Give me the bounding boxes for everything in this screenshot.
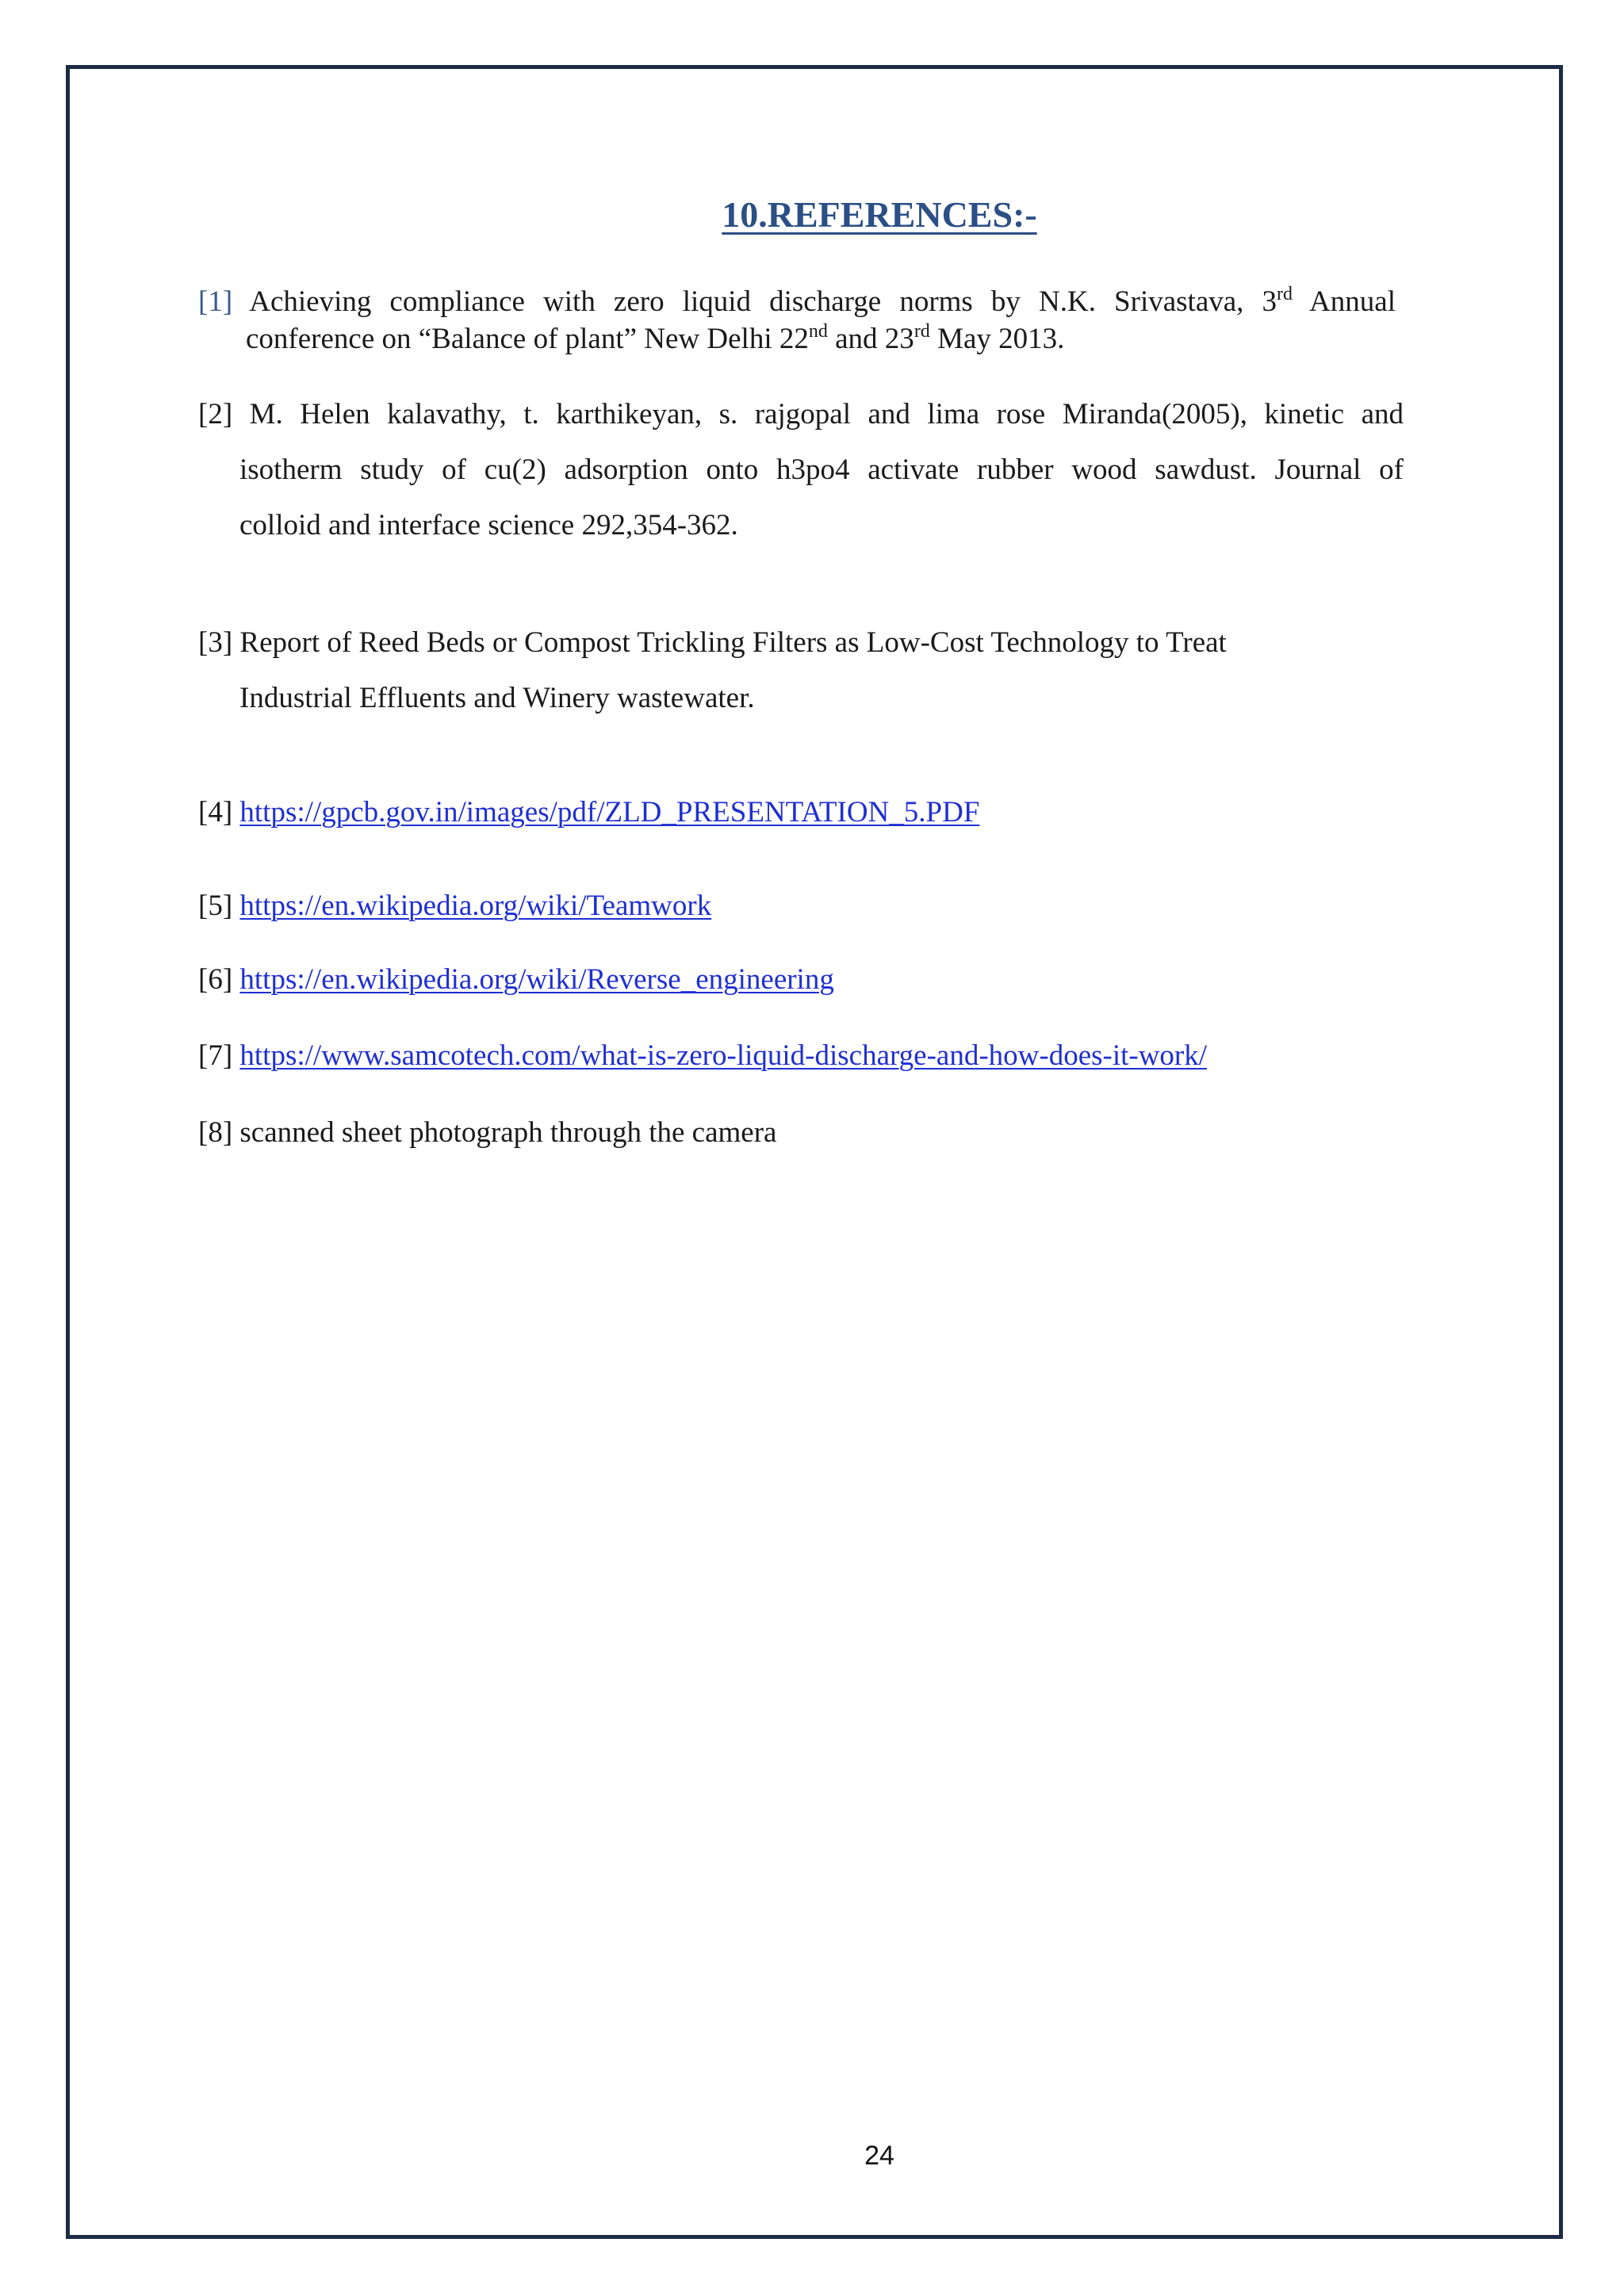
reference-number: [8] — [198, 1116, 233, 1149]
reference-1-line-1 — [198, 284, 1396, 318]
reference-text: M. Helen kalavathy, t. karthikeyan, s. rajgopal and lima rose Miranda(2005), kinetic and — [249, 398, 1404, 430]
reference-link[interactable]: https://en.wikipedia.org/wiki/Reverse_engineering — [239, 963, 834, 996]
reference-link[interactable]: https://gpcb.gov.in/images/pdf/ZLD_PRESENTATION_5.PDF — [239, 796, 980, 828]
reference-1 — [198, 284, 1396, 355]
reference-text: conference on “Balance of plant” New Delhi 22 — [246, 323, 809, 355]
reference-text: Achieving compliance with zero liquid discharge norms by N.K. Srivastava, 3 — [249, 285, 1277, 318]
reference-text: May 2013. — [929, 323, 1065, 355]
reference-2 — [198, 400, 1404, 540]
reference-5 — [198, 891, 711, 920]
reference-number: [2] — [198, 398, 233, 430]
reference-number: [7] — [198, 1039, 233, 1072]
superscript: nd — [808, 321, 828, 342]
reference-text: scanned sheet photograph through the camera — [239, 1116, 777, 1149]
reference-6 — [198, 965, 834, 994]
reference-2-line-2: isotherm study of cu(2) adsorption onto h3po4 activate rubber wood sawdust. Journal of — [239, 453, 1404, 486]
reference-4 — [198, 798, 979, 827]
section-title: 10.REFERENCES:- — [722, 194, 1037, 235]
reference-number: [1] — [198, 285, 233, 318]
reference-8 — [198, 1118, 776, 1147]
reference-2-line-1 — [198, 400, 1404, 429]
reference-1-line-2 — [198, 321, 1396, 355]
reference-number: [6] — [198, 963, 233, 996]
page-border — [66, 65, 1563, 2239]
reference-link[interactable]: https://en.wikipedia.org/wiki/Teamwork — [239, 890, 712, 922]
page-number: 24 — [864, 2141, 894, 2171]
reference-2-line-3: colloid and interface science 292,354-362. — [239, 509, 738, 541]
reference-text: Report of Reed Beds or Compost Trickling Filters as Low-Cost Technology to Treat — [239, 626, 1227, 659]
reference-text: Annual — [1293, 285, 1396, 318]
reference-number: [3] — [198, 626, 233, 659]
reference-3-line-1 — [198, 628, 1227, 657]
superscript: rd — [1277, 284, 1293, 304]
superscript: rd — [914, 321, 930, 342]
reference-link[interactable]: https://www.samcotech.com/what-is-zero-liquid-discharge-and-how-does-it-work/ — [239, 1039, 1208, 1072]
reference-number: [4] — [198, 796, 233, 828]
reference-3 — [198, 628, 1227, 713]
reference-7 — [198, 1041, 1207, 1070]
reference-3-line-2: Industrial Effluents and Winery wastewater. — [239, 682, 755, 714]
reference-text: and 23 — [827, 323, 914, 355]
reference-number: [5] — [198, 890, 233, 922]
